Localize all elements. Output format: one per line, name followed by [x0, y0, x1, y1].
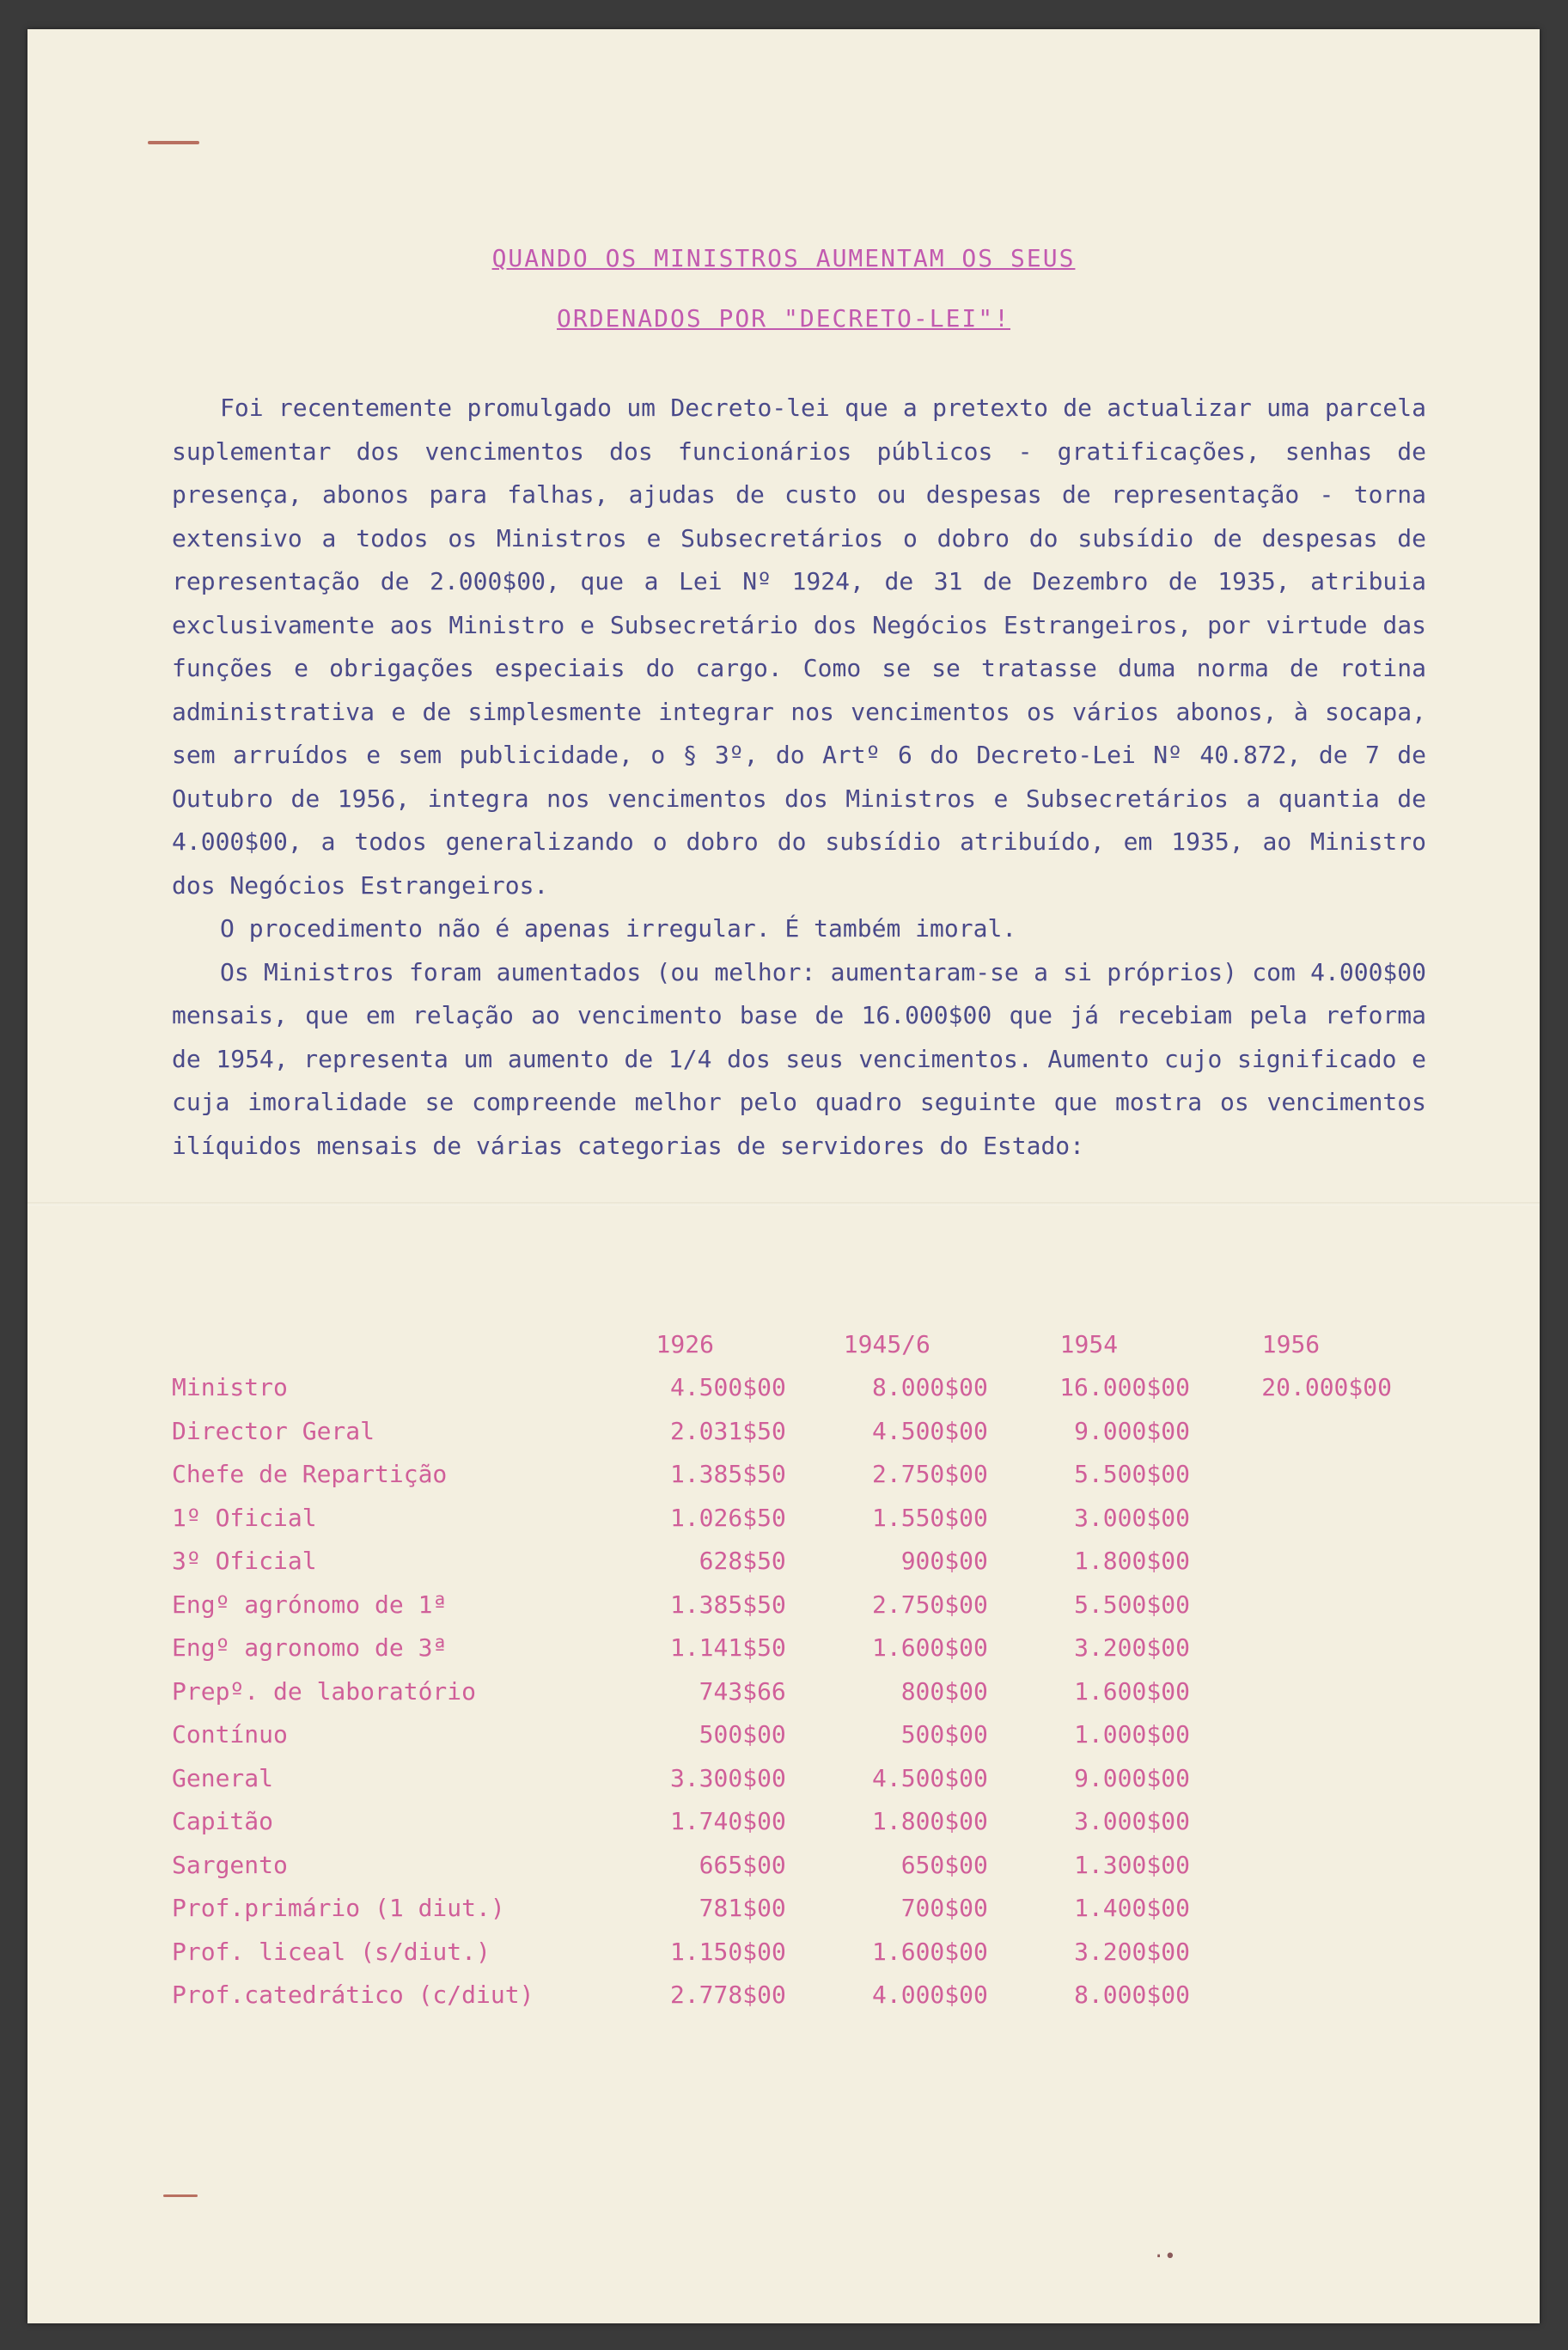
paragraph-increase: Os Ministros foram aumentados (ou melhor: aumentaram-se a si próprios) com 4.000$00 mensais, que em relação ao vencimento base de 16.000$00 que já recebiam pela reforma de 1954, representa um aumento de 1/4 dos seus vencimentos. Aumento cujo significado e cuja imoralidade se compreende melhor pelo quadro seguinte que mostra os vencimentos ilíquidos mensais de várias categorias de servidores do Estado:: [172, 957, 1426, 1160]
row-label: Capitão: [172, 1807, 274, 1836]
year-1926: 1926: [656, 1329, 714, 1358]
value-1926: 500$00: [699, 1720, 786, 1749]
value-1945: 4.500$00: [872, 1763, 988, 1792]
row-label: Prof. liceal (s/diut.): [172, 1937, 491, 1966]
table-row: [172, 1669, 1392, 1713]
year-1956: 1956: [1261, 1329, 1321, 1358]
value-1926: 1.141$50: [669, 1633, 786, 1663]
value-1926: 1.385$50: [669, 1590, 786, 1619]
row-label: Prof.catedrático (c/diut): [172, 1981, 534, 2010]
row-label: Prof.primário (1 diut.): [172, 1894, 505, 1923]
row-label: Engº agrónomo de 1ª: [172, 1590, 448, 1619]
row-label: 1º Oficial: [172, 1503, 317, 1532]
value-1926: 628$50: [699, 1547, 786, 1576]
row-label: Ministro: [172, 1373, 288, 1402]
value-1945: 800$00: [900, 1676, 988, 1706]
value-1954: 16.000$00: [1059, 1373, 1190, 1402]
pin-mark: [148, 141, 199, 144]
value-1954: 3.200$00: [1074, 1937, 1190, 1966]
table-row: [172, 1887, 1392, 1931]
value-1926: 665$00: [699, 1850, 786, 1879]
value-1926: 781$00: [699, 1894, 786, 1923]
value-1945: 650$00: [900, 1850, 988, 1879]
page-fold: [27, 1202, 1540, 1206]
table-row: [172, 1800, 1392, 1844]
value-1954: 1.300$00: [1074, 1850, 1190, 1879]
row-label: Prepº. de laboratório: [172, 1676, 477, 1706]
value-1926: 1.385$50: [669, 1460, 786, 1489]
value-1926: 2.031$50: [669, 1416, 786, 1445]
value-1945: 900$00: [900, 1547, 988, 1576]
row-label: Sargento: [172, 1850, 288, 1879]
row-label: Chefe de Repartição: [172, 1460, 448, 1489]
table-row: [172, 1409, 1392, 1453]
value-1954: 5.500$00: [1074, 1460, 1190, 1489]
value-1945: 1.600$00: [872, 1633, 988, 1663]
value-1954: 3.000$00: [1074, 1807, 1190, 1836]
table-row: [172, 1843, 1392, 1887]
table-row: [172, 1366, 1392, 1410]
table-row: [172, 1583, 1392, 1627]
value-1945: 8.000$00: [872, 1373, 988, 1402]
title-line-1: QUANDO OS MINISTROS AUMENTAM OS SEUS: [491, 244, 1076, 272]
value-1926: 3.300$00: [669, 1763, 786, 1792]
table-row: [172, 1930, 1392, 1974]
edge-mark: [163, 2194, 198, 2197]
table-row: [172, 1627, 1392, 1670]
value-1954: 3.000$00: [1074, 1503, 1190, 1532]
value-1954: 1.400$00: [1074, 1894, 1190, 1923]
value-1945: 2.750$00: [872, 1460, 988, 1489]
document-sheet: [27, 29, 1540, 2323]
row-label: Contínuo: [172, 1720, 288, 1749]
row-label: Director Geral: [172, 1416, 375, 1445]
value-1954: 1.000$00: [1074, 1720, 1190, 1749]
value-1954: 5.500$00: [1074, 1590, 1190, 1619]
paragraph-immoral: O procedimento não é apenas irregular. É também imoral.: [220, 914, 1017, 943]
year-1945: 1945/6: [843, 1329, 930, 1358]
salary-table: [172, 1322, 1392, 2017]
value-1954: 1.800$00: [1074, 1547, 1190, 1576]
value-1926: 1.740$00: [669, 1807, 786, 1836]
value-1945: 1.550$00: [872, 1503, 988, 1532]
value-1926: 2.778$00: [669, 1981, 786, 2010]
value-1954: 9.000$00: [1074, 1763, 1190, 1792]
paragraph-decree: Foi recentemente promulgado um Decreto-lei que a pretexto de actualizar uma parcela suplementar dos vencimentos dos funcionários públicos - gratificações, senhas de presença, abonos para falhas, ajudas de custo ou despesas de representação - torna extensivo a todos os Ministros e Subsecretários o dobro do subsídio de despesas de representação de 2.000$00, que a Lei Nº 1924, de 31 de Dezembro de 1935, atribuia exclusivamente aos Ministro e Subsecretário dos Negócios Estrangeiros, por virtude das funções e obrigações especiais do cargo. Como se se tratasse duma norma de rotina administrativa e de simplesmente integrar nos vencimentos os vários abonos, à socapa, sem arruídos e sem publicidade, o § 3º, do Artº 6 do Decreto-Lei Nº 40.872, de 7 de Outubro de 1956, integra nos vencimentos dos Ministros e Subsecretários a quantia de 4.000$00, a todos generalizando o dobro do subsídio atribuído, em 1935, ao Ministro dos Negócios Estrangeiros.: [172, 394, 1426, 900]
value-1954: 1.600$00: [1074, 1676, 1190, 1706]
value-1954: 3.200$00: [1074, 1633, 1190, 1663]
table-header: [172, 1322, 1392, 1366]
value-1954: 8.000$00: [1074, 1981, 1190, 2010]
row-label: Engº agronomo de 3ª: [172, 1633, 448, 1663]
value-1954: 9.000$00: [1074, 1416, 1190, 1445]
table-row: [172, 1496, 1392, 1540]
body-text: [172, 387, 1426, 1168]
row-label: 3º Oficial: [172, 1547, 317, 1576]
value-1926: 1.150$00: [669, 1937, 786, 1966]
value-1945: 1.800$00: [872, 1807, 988, 1836]
value-1945: 4.000$00: [872, 1981, 988, 2010]
value-1945: 2.750$00: [872, 1590, 988, 1619]
page-mark: ·•: [1153, 2246, 1176, 2268]
value-1945: 1.600$00: [872, 1937, 988, 1966]
value-1945: 700$00: [900, 1894, 988, 1923]
row-label: General: [172, 1763, 274, 1792]
table-row: [172, 1540, 1392, 1584]
table-row: [172, 1756, 1392, 1800]
value-1926: 1.026$50: [669, 1503, 786, 1532]
value-1945: 500$00: [900, 1720, 988, 1749]
value-1945: 4.500$00: [872, 1416, 988, 1445]
value-1926: 743$66: [699, 1676, 786, 1706]
title-line-2: ORDENADOS POR "DECRETO-LEI"!: [556, 304, 1010, 333]
table-row: [172, 1453, 1392, 1497]
year-1954: 1954: [1059, 1329, 1119, 1358]
table-row: [172, 1713, 1392, 1757]
table-row: [172, 1974, 1392, 2017]
value-1926: 4.500$00: [669, 1373, 786, 1402]
value-1956: 20.000$00: [1261, 1373, 1392, 1402]
